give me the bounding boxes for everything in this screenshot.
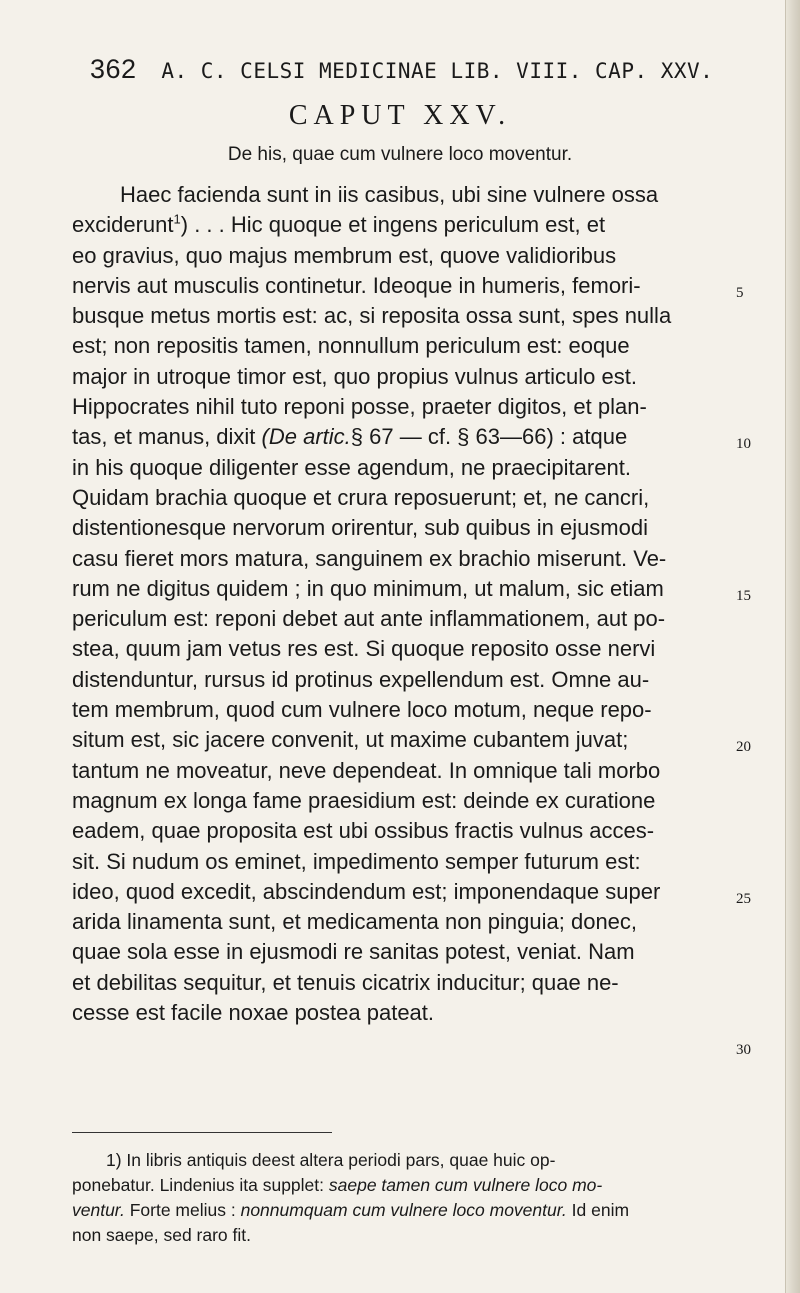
footnote (72, 1148, 742, 1248)
text-line: distentionesque nervorum orirentur, sub quibus in ejusmodi (72, 515, 648, 541)
line-number: 15 (736, 588, 751, 604)
footnote-line: non saepe, sed raro fit. (72, 1225, 251, 1245)
text-line: exciderunt$^1$) . . . Hic quoque et ingens periculum est, et (72, 211, 606, 238)
citation: (De artic. (261, 424, 351, 450)
footnote-rule (72, 1132, 332, 1133)
text-line: arida linamenta sunt, et medicamenta non pinguia; donec, (72, 909, 638, 935)
chapter-subtitle: De his, quae cum vulnere loco moventur. (227, 144, 573, 165)
running-head (90, 54, 730, 85)
footnote-line: ponebatur. Lindenius ita supplet: saepe tamen cum vulnere loco mo- (72, 1175, 603, 1195)
running-title: A. C. CELSI MEDICINAE LIB. VIII. CAP. XXV. (161, 59, 714, 83)
text-line: stea, quum jam vetus res est. Si quoque reposito osse nervi (72, 636, 656, 662)
text-line: casu fieret mors matura, sanguinem ex brachio miserunt. Ve- (72, 545, 667, 571)
text-line: sit. Si nudum os eminet, impedimento semper futurum est: (72, 848, 641, 874)
text-line: major in utroque timor est, quo propius vulnus articulo est. (72, 363, 637, 389)
line-number: 10 (736, 436, 751, 452)
text-line: quae sola esse in ejusmodi re sanitas potest, veniat. Nam (72, 939, 635, 965)
text-line: periculum est: reponi debet aut ante inflammationem, aut po- (72, 606, 666, 632)
text-line: in his quoque diligenter esse agendum, ne praecipitarent. (72, 454, 631, 480)
footnote-line: 1) In libris antiquis deest altera periodi pars, quae huic op- (106, 1150, 556, 1170)
text-line: eadem, quae proposita est ubi ossibus fractis vulnus acces- (72, 818, 655, 844)
text-line: Haec facienda sunt in iis casibus, ubi sine vulnere ossa (120, 182, 659, 207)
text-line: eo gravius, quo majus membrum est, quove validioribus (72, 242, 617, 268)
line-number: 30 (736, 1042, 751, 1058)
text-line: nervis aut musculis continetur. Ideoque in humeris, femori- (72, 272, 641, 298)
text-line: distenduntur, rursus id protinus expellendum est. Omne au- (72, 666, 650, 692)
text-line: rum ne digitus quidem ; in quo minimum, ut malum, sic etiam (72, 575, 664, 601)
text-line: et debilitas sequitur, et tenuis cicatrix inducitur; quae ne- (72, 969, 619, 995)
text-line: situm est, sic jacere convenit, ut maxime cubantem juvat; (72, 727, 629, 753)
page-number: 362 (90, 54, 137, 84)
text-line: tas, et manus, dixit (De artic.§ 67 — cf. § 63—66) : atque (72, 424, 628, 450)
chapter-title: CAPUT XXV. (288, 100, 512, 131)
body-text (72, 180, 742, 1028)
text-line: busque metus mortis est: ac, si reposita ossa sunt, spes nulla (72, 303, 672, 329)
text-line: cesse est facile noxae postea pateat. (72, 1000, 435, 1026)
page-edge (785, 0, 800, 1293)
text-line: tantum ne moveatur, neve dependeat. In omnique tali morbo (72, 757, 661, 783)
text-line: tem membrum, quod cum vulnere loco motum, neque repo- (72, 697, 652, 723)
text-line: ideo, quod excedit, abscindendum est; imponendaque super (72, 878, 661, 904)
line-number: 25 (736, 891, 751, 907)
footnote-marker: 1 (173, 211, 181, 227)
text-line: magnum ex longa fame praesidium est: deinde ex curatione (72, 787, 656, 813)
line-number: 5 (736, 285, 744, 301)
text-line: Quidam brachia quoque et crura reposuerunt; et, ne cancri, (72, 484, 650, 510)
text-line: est; non repositis tamen, nonnullum periculum est: eoque (72, 333, 630, 359)
line-number: 20 (736, 739, 751, 755)
text-line: Hippocrates nihil tuto reponi posse, praeter digitos, et plan- (72, 394, 647, 420)
footnote-line: ventur. Forte melius : nonnumquam cum vulnere loco moventur. Id enim (72, 1200, 630, 1220)
